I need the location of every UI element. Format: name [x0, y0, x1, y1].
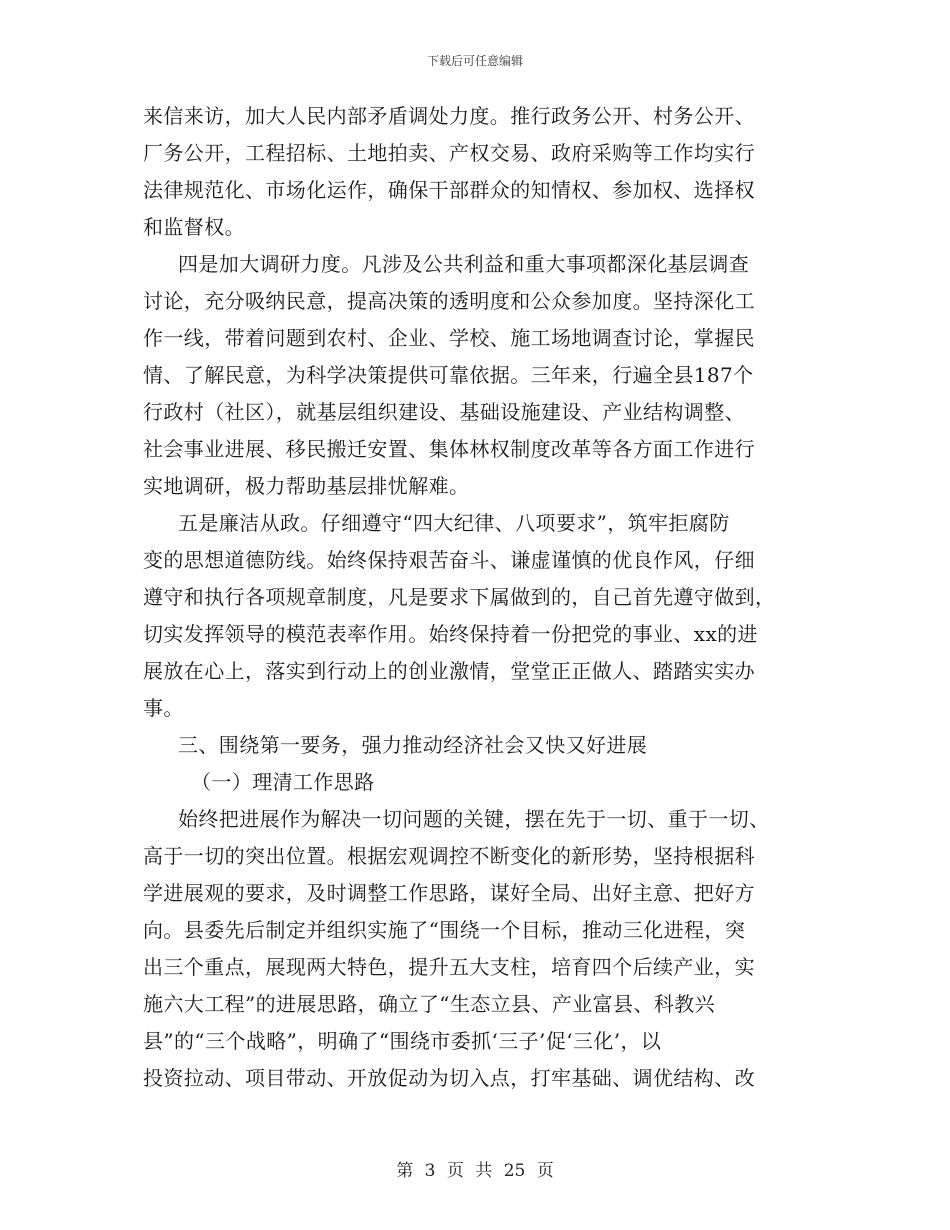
text-line: 施六大工程”的进展思路，确立了“生态立县、产业富县、科教兴	[143, 992, 716, 1016]
text-line: 讨论，充分吸纳民意，提高决策的透明度和公众参加度。坚持深化工	[143, 289, 755, 313]
text-line: 高于一切的突出位置。根据宏观调控不断变化的新形势，坚持根据科	[143, 844, 755, 868]
text-line: 作一线，带着问题到农村、企业、学校、施工场地调查讨论，掌握民	[143, 326, 755, 350]
paragraph-start-line: 始终把进展作为解决一切问题的关键，摆在先于一切、重于一切、	[178, 807, 770, 831]
text-line: 厂务公开，工程招标、土地拍卖、产权交易、政府采购等工作均实行	[143, 141, 755, 165]
text-line: 县”的“三个战略”，明确了“围绕市委抓‘三子’促‘三化’，以	[143, 1029, 662, 1053]
text-line: 来信来访，加大人民内部矛盾调处力度。推行政务公开、村务公开、	[143, 104, 755, 128]
text-line: 投资拉动、项目带动、开放促动为切入点，打牢基础、调优结构、改	[143, 1066, 755, 1090]
document-body	[143, 98, 808, 1097]
subsection-heading: （一）理清工作思路	[191, 770, 375, 794]
text-line: 和监督权。	[143, 215, 245, 239]
text-line: 向。县委先后制定并组织实施了“围绕一个目标，推动三化进程，突	[143, 918, 746, 942]
section-heading: 三、围绕第一要务，强力推动经济社会又快又好进展	[178, 733, 648, 757]
text-line: 出三个重点，展现两大特色，提升五大支柱，培育四个后续产业，实	[143, 955, 755, 979]
paragraph-start-line: 四是加大调研力度。凡涉及公共利益和重大事项都深化基层调查	[178, 252, 750, 276]
text-line: 社会事业进展、移民搬迁安置、集体林权制度改革等各方面工作进行	[143, 437, 755, 461]
text-line: 学进展观的要求，及时调整工作思路，谋好全局、出好主意、把好方	[143, 881, 755, 905]
header-note: 下载后可任意编辑	[426, 54, 523, 68]
page-footer: 第 3 页 共 25 页	[396, 1161, 554, 1181]
text-line: 展放在心上，落实到行动上的创业激情，堂堂正正做人、踏踏实实办	[143, 659, 755, 683]
text-line: 法律规范化、市场化运作，确保干部群众的知情权、参加权、选择权	[143, 178, 755, 202]
text-line: 遵守和执行各项规章制度，凡是要求下属做到的，自己首先遵守做到，	[143, 585, 776, 609]
paragraph-start-line: 五是廉洁从政。仔细遵守“四大纪律、八项要求”，筑牢拒腐防	[178, 511, 730, 535]
text-line: 变的思想道德防线。始终保持艰苦奋斗、谦虚谨慎的优良作风，仔细	[143, 548, 755, 572]
text-line: 事。	[143, 696, 184, 720]
text-line: 切实发挥领导的模范表率作用。始终保持着一份把党的事业、xx的进	[143, 622, 758, 646]
text-line: 行政村（社区），就基层组织建设、基础设施建设、产业结构调整、	[143, 400, 745, 424]
text-line: 实地调研，极力帮助基层排忧解难。	[143, 474, 470, 498]
text-line: 情、了解民意，为科学决策提供可靠依据。三年来，行遍全县187个	[143, 363, 754, 387]
